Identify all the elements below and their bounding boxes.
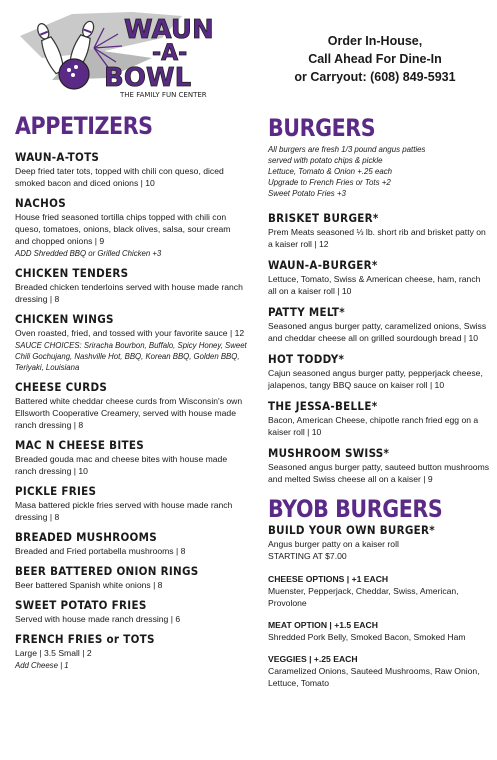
item-description: Breaded gouda mac and cheese bites with house made ranch dressing | 10 bbox=[15, 454, 228, 476]
menu-item bbox=[15, 196, 247, 259]
item-description: Deep fried tater tots, topped with chili con queso, diced smoked bacon and diced onions | 10 bbox=[15, 166, 224, 188]
byob-option bbox=[268, 619, 490, 643]
item-description: Large | 3.5 Small | 2 bbox=[15, 648, 92, 658]
byob-subtitle: BUILD YOUR OWN BURGER* bbox=[268, 523, 436, 537]
intro-line: Upgrade to French Fries or Tots +2 bbox=[268, 178, 391, 187]
byob-option bbox=[268, 573, 490, 609]
item-description: Battered white cheddar cheese curds from Wisconsin's own Ellsworth Cooperative Creamery, served with house made ranch dressing | 8 bbox=[15, 396, 243, 430]
item-name: THE JESSA-BELLE* bbox=[268, 399, 378, 413]
byob-title: BYOB BURGERS bbox=[268, 495, 443, 523]
menu-item bbox=[268, 211, 490, 250]
contact-line-2: Call Ahead For Dine-In bbox=[308, 52, 442, 66]
item-name: SWEET POTATO FRIES bbox=[15, 598, 147, 612]
logo-tagline: THE FAMILY FUN CENTER bbox=[120, 91, 207, 98]
item-description: Cajun seasoned angus burger patty, pepperjack cheese, jalapenos, tangy BBQ sauce on kaiser roll | 10 bbox=[268, 368, 483, 390]
menu-item bbox=[15, 150, 247, 189]
contact-line-3: or Carryout: (608) 849-5931 bbox=[294, 70, 456, 84]
logo bbox=[12, 8, 222, 98]
item-name: WAUN-A-BURGER* bbox=[268, 258, 378, 272]
burgers-intro bbox=[268, 144, 490, 199]
contact-block bbox=[262, 32, 488, 86]
intro-line: Lettuce, Tomato & Onion +.25 each bbox=[268, 167, 393, 176]
item-name: BREADED MUSHROOMS bbox=[15, 530, 157, 544]
menu-item bbox=[268, 399, 490, 438]
logo-text-waun: WAUN bbox=[124, 15, 214, 45]
option-heading: CHEESE OPTIONS | +1 EACH bbox=[268, 574, 389, 584]
intro-line: served with potato chips & pickle bbox=[268, 156, 383, 165]
menu-item bbox=[15, 380, 247, 431]
byob-options bbox=[268, 573, 490, 689]
menu-item bbox=[268, 305, 490, 344]
item-description: Seasoned angus burger patty, sauteed button mushrooms and melted Swiss cheese all on a kaiser | 9 bbox=[268, 462, 490, 484]
byob-option bbox=[268, 653, 490, 689]
option-heading: MEAT OPTION | +1.5 EACH bbox=[268, 620, 378, 630]
item-description: Masa battered pickle fries served with house made ranch dressing | 8 bbox=[15, 500, 233, 522]
item-name: PATTY MELT* bbox=[268, 305, 345, 319]
item-name: NACHOS bbox=[15, 196, 66, 210]
item-description: Oven roasted, fried, and tossed with your favorite sauce | 12 bbox=[15, 328, 245, 338]
menu-item bbox=[15, 598, 247, 625]
menu-item bbox=[15, 530, 247, 557]
menu-item bbox=[15, 266, 247, 305]
item-name: BEER BATTERED ONION RINGS bbox=[15, 564, 199, 578]
item-note: SAUCE CHOICES: Sriracha Bourbon, Buffalo, Spicy Honey, Sweet Chili Gochujang, Nashville Hot, BBQ, Korean BBQ, Golden BBQ, Teriyaki, Louisiana bbox=[15, 341, 247, 372]
item-description: Seasoned angus burger patty, caramelized onions, Swiss and cheddar cheese all on grilled sourdough bread | 10 bbox=[268, 321, 487, 343]
option-description: Shredded Pork Belly, Smoked Bacon, Smoked Ham bbox=[268, 632, 466, 642]
byob-section bbox=[268, 495, 490, 689]
item-name: WAUN-A-TOTS bbox=[15, 150, 100, 164]
item-description: Breaded and Fried portabella mushrooms | 8 bbox=[15, 546, 186, 556]
item-description: House fried seasoned tortilla chips topped with chili con queso, tomatoes, onions, black olives, salsa, sour cream and chopped onions | 9 bbox=[15, 212, 231, 246]
item-name: FRENCH FRIES or TOTS bbox=[15, 632, 155, 646]
item-note: Add Cheese | 1 bbox=[15, 661, 69, 670]
menu-item bbox=[15, 632, 247, 671]
menu-item bbox=[15, 312, 247, 373]
byob-line-1: Angus burger patty on a kaiser roll bbox=[268, 539, 399, 549]
appetizers-title: APPETIZERS bbox=[15, 112, 153, 140]
item-name: CHEESE CURDS bbox=[15, 380, 108, 394]
menu-item bbox=[268, 258, 490, 297]
bowling-logo-graphic bbox=[12, 8, 222, 98]
logo-text-bowl: BOWL bbox=[104, 63, 192, 93]
option-description: Muenster, Pepperjack, Cheddar, Swiss, American, Provolone bbox=[268, 586, 459, 608]
item-description: Prem Meats seasoned ⅓ lb. short rib and brisket patty on a kaiser roll | 12 bbox=[268, 227, 486, 249]
intro-line: All burgers are fresh 1/3 pound angus patties bbox=[268, 145, 426, 154]
item-description: Beer battered Spanish white onions | 8 bbox=[15, 580, 163, 590]
item-description: Breaded chicken tenderloins served with house made ranch dressing | 8 bbox=[15, 282, 243, 304]
item-name: BRISKET BURGER* bbox=[268, 211, 379, 225]
option-heading: VEGGIES | +.25 EACH bbox=[268, 654, 358, 664]
item-name: CHICKEN TENDERS bbox=[15, 266, 129, 280]
item-description: Served with house made ranch dressing | 6 bbox=[15, 614, 181, 624]
logo-text-a: -A- bbox=[152, 41, 188, 66]
menu-item bbox=[15, 484, 247, 523]
item-name: CHICKEN WINGS bbox=[15, 312, 114, 326]
byob-line-2: STARTING AT $7.00 bbox=[268, 551, 347, 561]
intro-line: Sweet Potato Fries +3 bbox=[268, 189, 346, 198]
contact-line-1: Order In-House, bbox=[327, 34, 423, 48]
menu-item bbox=[268, 446, 490, 485]
item-note: ADD Shredded BBQ or Grilled Chicken +3 bbox=[15, 249, 162, 258]
burger-list bbox=[268, 211, 490, 485]
appetizer-list bbox=[15, 150, 247, 671]
option-description: Caramelized Onions, Sauteed Mushrooms, Raw Onion, Lettuce, Tomato bbox=[268, 666, 480, 688]
menu-item bbox=[15, 438, 247, 477]
appetizers-section bbox=[15, 112, 247, 678]
item-name: PICKLE FRIES bbox=[15, 484, 97, 498]
menu-item bbox=[15, 564, 247, 591]
burgers-title: BURGERS bbox=[268, 114, 376, 142]
burgers-section bbox=[268, 114, 490, 699]
item-name: HOT TODDY* bbox=[268, 352, 345, 366]
item-description: Lettuce, Tomato, Swiss & American cheese, ham, ranch all on a kaiser roll | 10 bbox=[268, 274, 481, 296]
item-name: MUSHROOM SWISS* bbox=[268, 446, 390, 460]
item-description: Bacon, American Cheese, chipotle ranch fried egg on a kaiser roll | 10 bbox=[268, 415, 479, 437]
item-name: MAC N CHEESE BITES bbox=[15, 438, 144, 452]
menu-item bbox=[268, 352, 490, 391]
